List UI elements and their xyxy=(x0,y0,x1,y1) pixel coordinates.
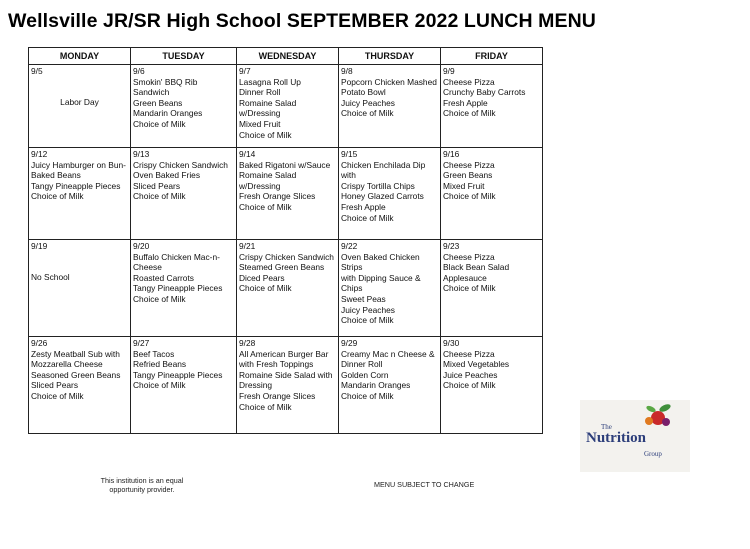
menu-cell-friday xyxy=(441,65,543,148)
menu-date: 9/27 xyxy=(133,338,150,348)
menu-date: 9/26 xyxy=(31,338,48,348)
logo-nutrition: Nutrition xyxy=(586,430,646,446)
menu-cell-monday xyxy=(29,148,131,240)
menu-item: Mandarin Oranges xyxy=(133,108,203,119)
menu-item: Cheese Pizza xyxy=(443,348,495,359)
menu-item: Smokin' BBQ Rib Sandwich xyxy=(133,76,198,98)
menu-date: 9/8 xyxy=(341,66,353,76)
week-row xyxy=(29,148,543,240)
menu-cell-monday xyxy=(29,240,131,337)
menu-date: 9/19 xyxy=(31,241,48,251)
menu-item: Baked Rigatoni w/Sauce xyxy=(239,159,331,170)
menu-date: 9/29 xyxy=(341,338,358,348)
menu-item: Mixed Vegetables xyxy=(443,359,510,370)
menu-item: Tangy Pineapple Pieces xyxy=(133,369,223,380)
equal-opportunity-line-2: opportunity provider. xyxy=(109,485,175,494)
menu-date: 9/14 xyxy=(239,149,256,159)
menu-cell-monday xyxy=(29,337,131,434)
menu-item: Golden Corn xyxy=(341,369,389,380)
menu-item: Steamed Green Beans xyxy=(239,262,325,273)
week-row xyxy=(29,337,543,434)
menu-item: Choice of Milk xyxy=(239,129,292,140)
menu-item: Choice of Milk xyxy=(443,108,496,119)
equal-opportunity-statement xyxy=(92,476,192,494)
menu-item: Juicy Peaches xyxy=(341,304,395,315)
menu-date: 9/16 xyxy=(443,149,460,159)
menu-item: Dinner Roll xyxy=(239,87,281,98)
menu-item: All American Burger Bar xyxy=(239,348,329,359)
menu-item: Choice of Milk xyxy=(31,390,84,401)
header-wednesday: WEDNESDAY xyxy=(237,48,339,65)
fruit-icon xyxy=(638,402,678,428)
menu-item: Cheese Pizza xyxy=(443,76,495,87)
menu-item: Crunchy Baby Carrots xyxy=(443,87,526,98)
menu-date: 9/9 xyxy=(443,66,455,76)
menu-item: Dinner Roll xyxy=(341,359,383,370)
menu-item: Dressing xyxy=(239,380,273,391)
menu-item: Mandarin Oranges xyxy=(341,380,411,391)
menu-item: Black Bean Salad xyxy=(443,262,510,273)
menu-item: Lasagna Roll Up xyxy=(239,76,301,87)
menu-cell-wednesday xyxy=(237,148,339,240)
menu-cell-thursday xyxy=(339,148,441,240)
menu-item: Cheese Pizza xyxy=(443,251,495,262)
menu-item: Creamy Mac n Cheese & xyxy=(341,348,435,359)
menu-item: Beef Tacos xyxy=(133,348,175,359)
day-header-row xyxy=(29,48,543,65)
week-row xyxy=(29,240,543,337)
menu-item: Honey Glazed Carrots xyxy=(341,191,424,202)
menu-item: Fresh Orange Slices xyxy=(239,191,316,202)
logo-group: Group xyxy=(644,450,662,458)
menu-item: Juicy Hamburger on Bun- xyxy=(31,159,126,170)
menu-item: Mixed Fruit xyxy=(443,180,485,191)
menu-item: Crispy Chicken Sandwich xyxy=(133,159,228,170)
menu-item: Fresh Apple xyxy=(443,97,488,108)
menu-date: 9/20 xyxy=(133,241,150,251)
menu-item: with Dipping Sauce & Chips xyxy=(341,272,421,294)
menu-item: Sliced Pears xyxy=(31,380,79,391)
menu-cell-friday xyxy=(441,337,543,434)
menu-cell-wednesday xyxy=(237,240,339,337)
menu-cell-friday xyxy=(441,148,543,240)
logo-the: The xyxy=(601,423,612,431)
nutrition-group-logo xyxy=(580,400,690,472)
menu-item: Romaine Salad w/Dressing xyxy=(239,170,297,191)
menu-item: Romaine Salad w/Dressing xyxy=(239,97,297,119)
menu-item: Crispy Chicken Sandwich xyxy=(239,251,334,262)
header-thursday: THURSDAY xyxy=(339,48,441,65)
menu-item: Choice of Milk xyxy=(443,380,496,391)
menu-note: Labor Day xyxy=(60,96,99,107)
equal-opportunity-line-1: This institution is an equal xyxy=(100,476,184,485)
menu-item: Oven Baked Fries xyxy=(133,170,201,181)
menu-item: Choice of Milk xyxy=(341,212,394,223)
menu-cell-wednesday xyxy=(237,65,339,148)
menu-cell-tuesday xyxy=(131,148,237,240)
header-friday: FRIDAY xyxy=(441,48,543,65)
menu-item: Choice of Milk xyxy=(341,390,394,401)
page-title: Wellsville JR/SR High School SEPTEMBER 2022 LUNCH MENU xyxy=(8,10,596,32)
menu-item: Sweet Peas xyxy=(341,293,386,304)
menu-item: Popcorn Chicken Mashed xyxy=(341,76,437,87)
menu-date: 9/28 xyxy=(239,338,256,348)
menu-date: 9/6 xyxy=(133,66,145,76)
menu-date: 9/21 xyxy=(239,241,256,251)
menu-item: Diced Pears xyxy=(239,272,285,283)
menu-item: Choice of Milk xyxy=(133,191,186,202)
lunch-menu-table xyxy=(28,47,543,434)
menu-item: Roasted Carrots xyxy=(133,272,194,283)
menu-item: Fresh Orange Slices xyxy=(239,390,316,401)
menu-item: Seasoned Green Beans xyxy=(31,369,121,380)
menu-cell-tuesday xyxy=(131,65,237,148)
menu-item: Romaine Side Salad with xyxy=(239,369,333,380)
menu-item: Crispy Tortilla Chips xyxy=(341,180,415,191)
menu-date: 9/30 xyxy=(443,338,460,348)
menu-item: Chicken Enchilada Dip with xyxy=(341,159,426,181)
menu-cell-thursday xyxy=(339,337,441,434)
menu-item: Baked Beans xyxy=(31,170,81,181)
menu-item: Applesauce xyxy=(443,272,487,283)
menu-date: 9/7 xyxy=(239,66,251,76)
menu-date: 9/12 xyxy=(31,149,48,159)
menu-item: Choice of Milk xyxy=(443,283,496,294)
menu-date: 9/15 xyxy=(341,149,358,159)
menu-item: Choice of Milk xyxy=(133,293,186,304)
menu-cell-monday xyxy=(29,65,131,148)
menu-item: Choice of Milk xyxy=(133,380,186,391)
menu-cell-wednesday xyxy=(237,337,339,434)
menu-item: Zesty Meatball Sub with xyxy=(31,348,120,359)
menu-item: Choice of Milk xyxy=(239,201,292,212)
header-tuesday: TUESDAY xyxy=(131,48,237,65)
menu-item: Choice of Milk xyxy=(341,108,394,119)
menu-item: Choice of Milk xyxy=(443,191,496,202)
menu-item: Cheese Pizza xyxy=(443,159,495,170)
menu-date: 9/5 xyxy=(31,66,43,76)
menu-cell-thursday xyxy=(339,65,441,148)
menu-item: Choice of Milk xyxy=(133,118,186,129)
menu-item: Green Beans xyxy=(133,97,183,108)
menu-item: Juice Peaches xyxy=(443,369,498,380)
menu-date: 9/23 xyxy=(443,241,460,251)
menu-item: Choice of Milk xyxy=(239,283,292,294)
menu-date: 9/13 xyxy=(133,149,150,159)
header-monday: MONDAY xyxy=(29,48,131,65)
menu-item: Cheese xyxy=(133,262,162,273)
menu-item: Juicy Peaches xyxy=(341,97,395,108)
menu-item: Choice of Milk xyxy=(341,315,394,326)
menu-cell-tuesday xyxy=(131,240,237,337)
menu-note: No School xyxy=(31,271,70,282)
menu-subject-to-change-note: MENU SUBJECT TO CHANGE xyxy=(374,480,475,489)
menu-cell-friday xyxy=(441,240,543,337)
menu-item: Mozzarella Cheese xyxy=(31,359,103,370)
menu-cell-tuesday xyxy=(131,337,237,434)
menu-item: Buffalo Chicken Mac-n- xyxy=(133,251,220,262)
menu-item: Choice of Milk xyxy=(239,401,292,412)
menu-item: Tangy Pineapple Pieces xyxy=(31,180,121,191)
menu-item: Tangy Pineapple Pieces xyxy=(133,283,223,294)
menu-item: Green Beans xyxy=(443,170,493,181)
menu-item: Fresh Apple xyxy=(341,201,386,212)
menu-item: Sliced Pears xyxy=(133,180,181,191)
menu-date: 9/22 xyxy=(341,241,358,251)
menu-item: with Fresh Toppings xyxy=(239,359,314,370)
menu-item: Potato Bowl xyxy=(341,87,386,98)
menu-cell-thursday xyxy=(339,240,441,337)
menu-item: Oven Baked Chicken Strips xyxy=(341,251,420,273)
menu-item: Choice of Milk xyxy=(31,191,84,202)
menu-item: Mixed Fruit xyxy=(239,118,281,129)
week-row xyxy=(29,65,543,148)
menu-item: Refried Beans xyxy=(133,359,187,370)
